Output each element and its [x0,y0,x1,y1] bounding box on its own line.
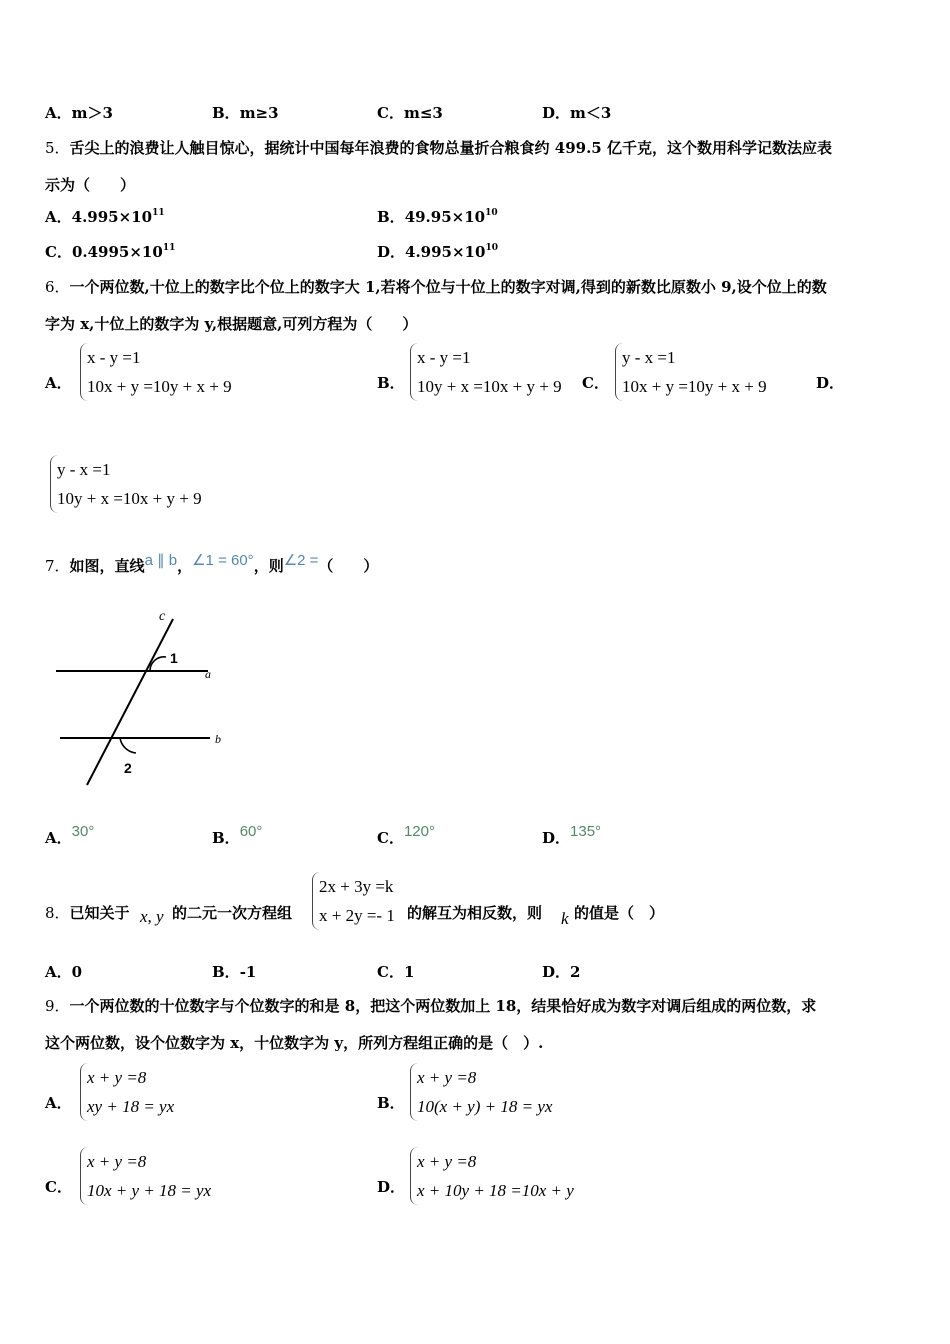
q9-option-a-system: x + y =8 xy + 18 = yx [80,1063,174,1121]
q9-option-d-letter: D． [377,1178,406,1196]
q9-option-b-letter: B． [377,1094,405,1112]
q7-option-a: A．30° [45,823,95,847]
q8-stem-c: 的解互为相反数，则 [407,904,543,922]
q6-stem-line1: 6．一个两位数,十位上的数字比个位上的数字大 1,若将个位与十位上的数字对调,得到的新数比原数小 9,设个位上的数 [45,278,827,296]
q9-option-b-system: x + y =8 10(x + y) + 18 = yx [410,1063,552,1121]
q4-option-a: A．m＞3 [45,104,113,122]
label-angle-1: 1 [170,650,178,666]
q5-stem-line2: 示为（ ） [45,176,136,194]
q8-stem-b: 的二元一次方程组 [172,904,293,922]
label-b: b [215,732,221,746]
q6-option-a-letter: A． [45,374,72,392]
q9-option-c-system: x + y =8 10x + y + 18 = yx [80,1147,211,1205]
q7-stem: 7．如图，直线a ∥ b，∠1 = 60°，则∠2 =（ ） [45,552,379,575]
q8-k: k [561,909,569,928]
q7-option-c: C．120° [377,823,435,847]
q6-option-b-system: x - y =1 10y + x =10x + y + 9 [410,343,562,401]
q6-option-c-system: y - x =1 10x + y =10y + x + 9 [615,343,767,401]
q9-option-d-system: x + y =8 x + 10y + 18 =10x + y [410,1147,574,1205]
label-c: c [159,609,166,624]
q5-option-b: B．$49.95\times 10^{10}$ [377,208,498,226]
q6-option-a-system: x - y =1 10x + y =10y + x + 9 [80,343,232,401]
q5-option-d: D．$4.995\times 10^{10}$ [377,243,498,261]
label-a: a [205,667,211,681]
q4-option-d: D．m＜3 [542,104,612,122]
q6-option-d-system: y - x =1 10y + x =10x + y + 9 [50,455,202,513]
q4-option-c: C．m≤3 [377,104,443,122]
q8-option-a: A．0 [45,963,83,981]
q8-option-c: C．1 [377,963,415,981]
q9-stem-line1: 9．一个两位数的十位数字与个位数字的和是 8，把这个两位数加上 18，结果恰好成为数字对调后组成的两位数，求 [45,997,817,1015]
q5-option-a: A．$4.995\times 10^{11}$ [45,208,165,226]
q8-system: 2x + 3y =k x + 2y =- 1 [312,872,395,930]
q4-option-b: B．m≥3 [212,104,279,122]
q9-stem-line2: 这个两位数，设个位数字为 x，十位数字为 y，所列方程组正确的是（ ）. [45,1034,544,1052]
q5-stem-line1: 5．舌尖上的浪费让人触目惊心，据统计中国每年浪费的食物总量折合粮食约 499.5 亿千克，这个数用科学记数法应表 [45,139,832,157]
q8-option-b: B．-1 [212,963,257,981]
q6-option-d-letter: D． [816,374,845,392]
q6-option-c-letter: C． [582,374,609,392]
q9-option-c-letter: C． [45,1178,72,1196]
q7-option-b: B．60° [212,823,263,847]
q8-stem-a: 8．已知关于 [45,904,130,922]
parallel-lines-figure [40,605,230,790]
q5-option-c: C．$0.4995\times 10^{11}$ [45,243,176,261]
q8-option-d: D．2 [542,963,581,981]
q6-stem-line2: 字为 x,十位上的数字为 y,根据题意,可列方程为（ ） [45,315,418,333]
q9-option-a-letter: A． [45,1094,72,1112]
q8-stem-d: 的值是（ ） [574,904,665,922]
q6-option-b-letter: B． [377,374,405,392]
label-angle-2: 2 [124,760,132,776]
q8-vars: x, y [140,907,164,926]
q7-option-d: D．135° [542,823,602,847]
